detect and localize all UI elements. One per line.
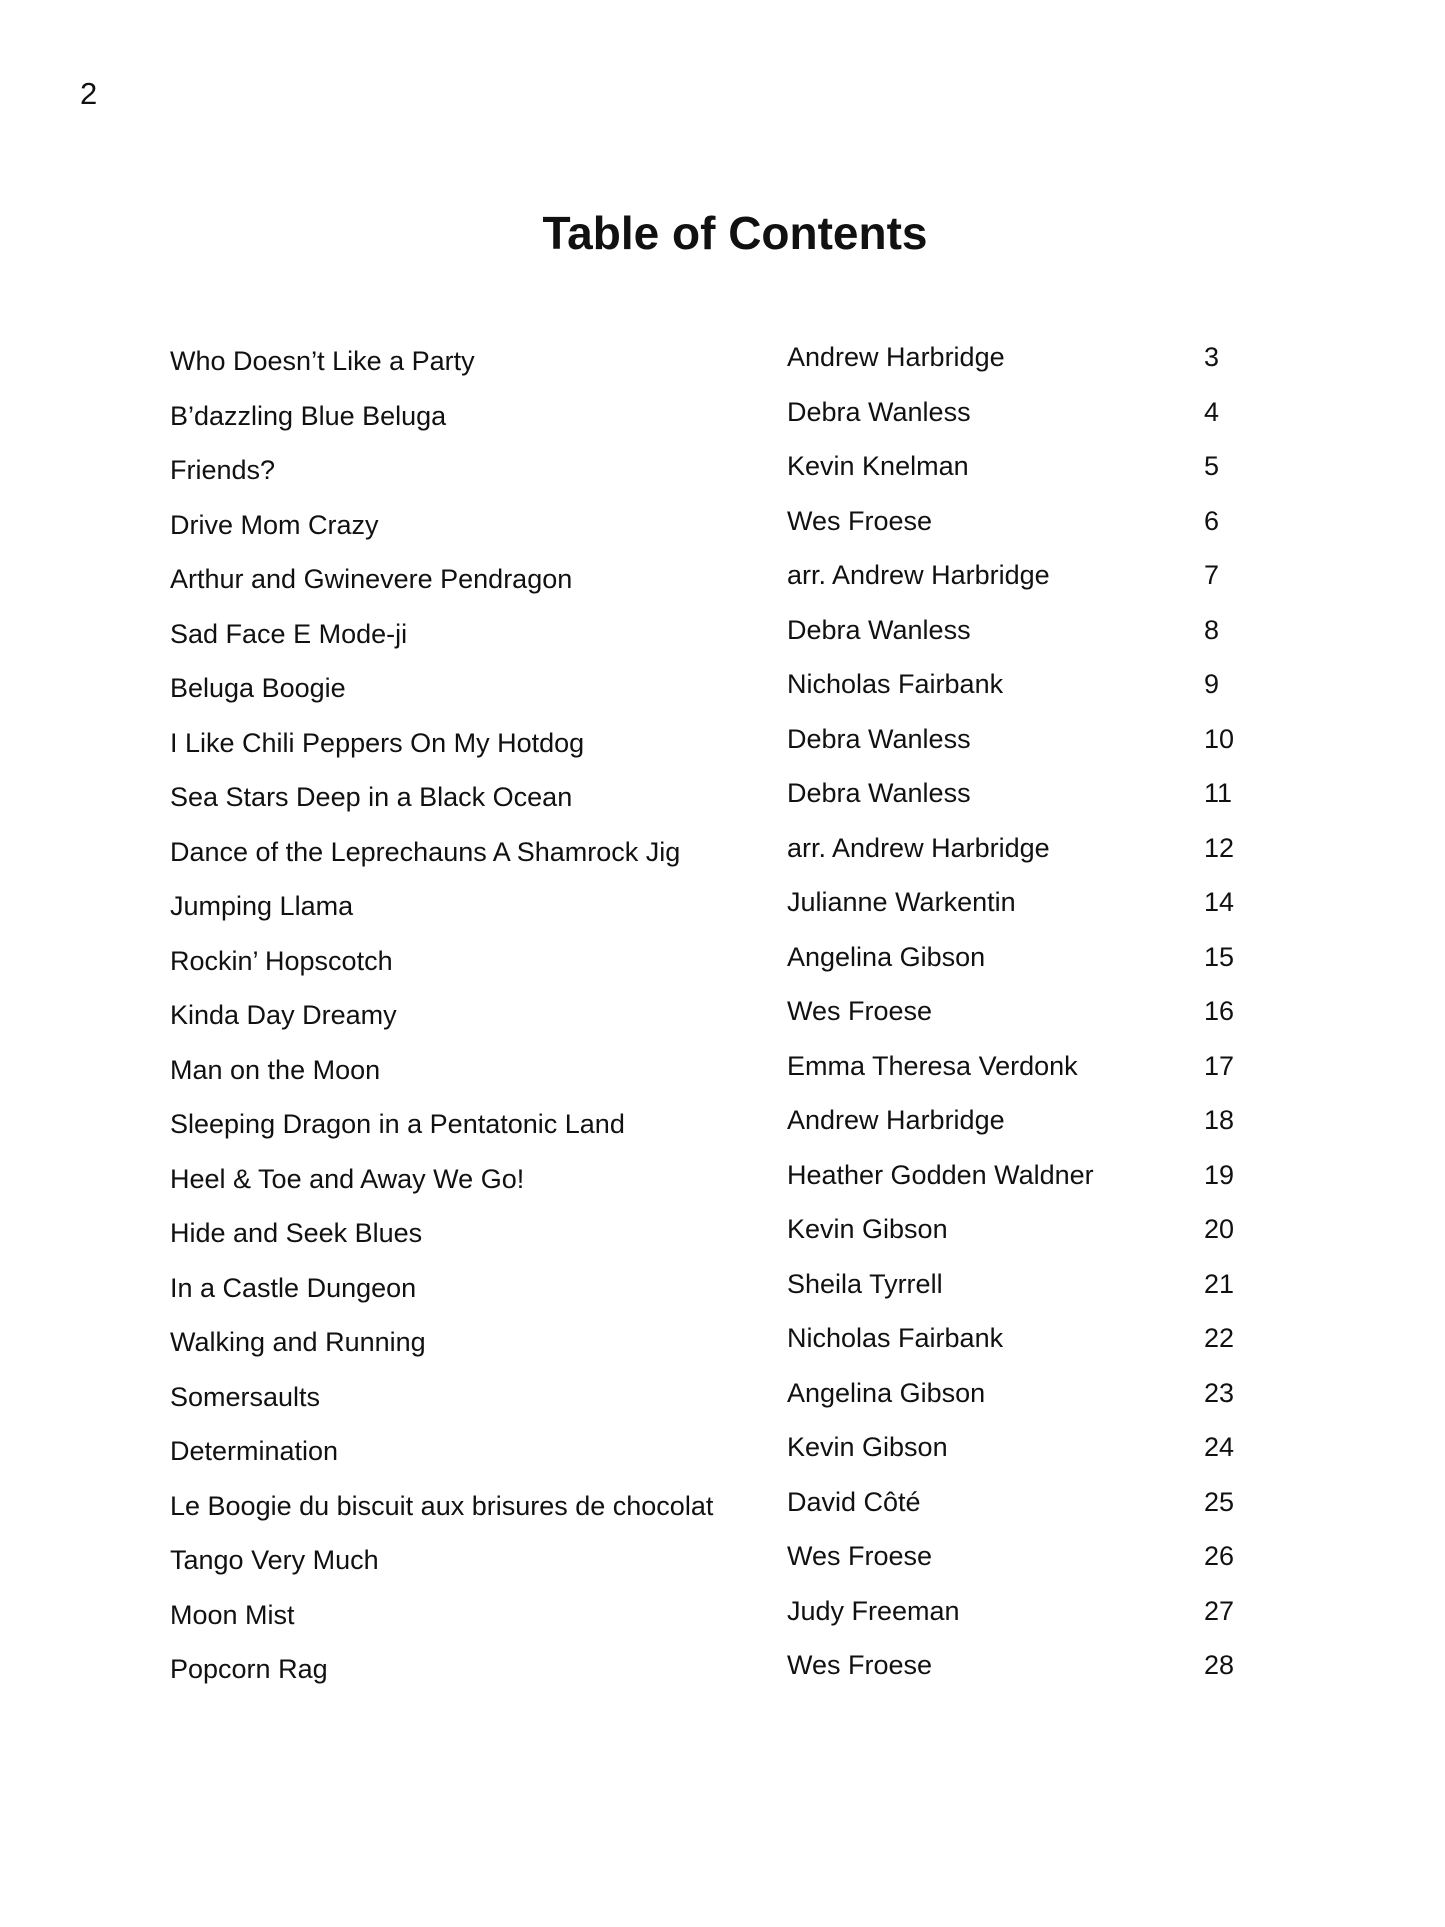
toc-entry-page-number: 7: [1204, 560, 1220, 590]
toc-entry-title: B’dazzling Blue Beluga: [170, 400, 447, 431]
toc-entry-title: Beluga Boogie: [170, 673, 346, 703]
toc-entry-composer: Nicholas Fairbank: [787, 1323, 1004, 1353]
toc-entry-page-number: 9: [1204, 669, 1220, 699]
toc-entry: [0, 1376, 1445, 1416]
toc-entry: [0, 776, 1445, 816]
toc-entry-title: Determination: [170, 1436, 339, 1466]
toc-entry: [0, 1103, 1445, 1143]
toc-entry-composer: Nicholas Fairbank: [787, 669, 1004, 699]
toc-entry-page-number: 12: [1204, 832, 1235, 863]
toc-entry: [0, 449, 1445, 489]
toc-entry-title: Sad Face E Mode-ji: [170, 618, 408, 649]
toc-entry-title: Hide and Seek Blues: [170, 1218, 423, 1248]
toc-entry: [0, 1049, 1445, 1089]
toc-entry-page-number: 16: [1204, 996, 1235, 1026]
toc-entry: [0, 1212, 1445, 1252]
toc-entry-title: Kinda Day Dreamy: [170, 1000, 397, 1030]
toc-entry-composer: Angelina Gibson: [787, 1377, 986, 1408]
toc-entry-page-number: 19: [1204, 1159, 1235, 1190]
toc-entry-page-number: 6: [1204, 505, 1220, 536]
toc-entry-page-number: 28: [1204, 1650, 1235, 1680]
toc-entry-title: Arthur and Gwinevere Pendragon: [170, 564, 573, 594]
toc-entry-title: Friends?: [170, 455, 276, 485]
toc-entry-title: Jumping Llama: [170, 891, 354, 921]
toc-entry-title: Drive Mom Crazy: [170, 509, 379, 540]
toc-entry: [0, 1267, 1445, 1307]
toc-entry-page-number: 17: [1204, 1050, 1235, 1081]
toc-entry-title: Le Boogie du biscuit aux brisures de chocolat: [170, 1490, 714, 1521]
toc-entry-composer: Debra Wanless: [787, 778, 971, 808]
toc-entry-page-number: 24: [1204, 1432, 1235, 1462]
toc-entry-composer: Debra Wanless: [787, 614, 971, 645]
toc-entry: [0, 340, 1445, 380]
toc-entry-page-number: 14: [1204, 887, 1235, 917]
toc-entry: [0, 1430, 1445, 1470]
toc-entry: [0, 1321, 1445, 1361]
toc-entry-title: Tango Very Much: [170, 1545, 379, 1575]
toc-entry-composer: arr. Andrew Harbridge: [787, 832, 1050, 863]
toc-entry-composer: Debra Wanless: [787, 396, 971, 427]
toc-entry: [0, 831, 1445, 871]
toc-entry-composer: Heather Godden Waldner: [787, 1159, 1094, 1190]
toc-entry: [0, 1648, 1445, 1688]
toc-entry-composer: Emma Theresa Verdonk: [787, 1050, 1078, 1081]
toc-entry-composer: Debra Wanless: [787, 723, 971, 754]
toc-entry-page-number: 27: [1204, 1595, 1235, 1626]
toc-entry-composer: Wes Froese: [787, 1541, 933, 1571]
toc-entry: [0, 1158, 1445, 1198]
toc-entry-page-number: 18: [1204, 1105, 1235, 1135]
toc-entry-composer: Kevin Gibson: [787, 1432, 948, 1462]
toc-entry: [0, 613, 1445, 653]
toc-entry-page-number: 11: [1204, 778, 1233, 808]
toc-entry: [0, 667, 1445, 707]
toc-entry-page-number: 20: [1204, 1214, 1235, 1244]
toc-entry: [0, 1539, 1445, 1579]
toc-entry: [0, 504, 1445, 544]
toc-entry-title: In a Castle Dungeon: [170, 1272, 417, 1303]
toc-entry-title: Sea Stars Deep in a Black Ocean: [170, 782, 573, 812]
toc-entry-title: Moon Mist: [170, 1599, 295, 1630]
toc-entry-composer: Sheila Tyrrell: [787, 1268, 943, 1299]
page-number: 2: [80, 76, 98, 111]
toc-entry-title: Somersaults: [170, 1381, 321, 1412]
toc-entry-composer: Angelina Gibson: [787, 941, 986, 972]
toc-entry-title: Man on the Moon: [170, 1054, 381, 1085]
toc-entry-page-number: 15: [1204, 941, 1235, 972]
toc-entry-title: Who Doesn’t Like a Party: [170, 346, 475, 376]
toc-entry-page-number: 8: [1204, 614, 1220, 645]
toc-entry-title: I Like Chili Peppers On My Hotdog: [170, 727, 585, 758]
toc-entry-page-number: 21: [1204, 1268, 1235, 1299]
toc-entry: [0, 395, 1445, 435]
toc-entry-composer: Kevin Knelman: [787, 451, 969, 481]
toc-entry-page-number: 25: [1204, 1486, 1235, 1517]
toc-entry: [0, 994, 1445, 1034]
toc-entry-page-number: 23: [1204, 1377, 1235, 1408]
toc-entry: [0, 1594, 1445, 1634]
toc-entry-composer: David Côté: [787, 1486, 921, 1517]
page-title: Table of Contents: [542, 207, 928, 259]
toc-entry-title: Rockin’ Hopscotch: [170, 945, 393, 976]
toc-entry: [0, 1485, 1445, 1525]
toc-entry-page-number: 22: [1204, 1323, 1235, 1353]
toc-entry: [0, 940, 1445, 980]
toc-entry-composer: Andrew Harbridge: [787, 342, 1005, 372]
toc-entry-title: Walking and Running: [170, 1327, 426, 1357]
toc-entry-page-number: 5: [1204, 451, 1220, 481]
toc-entry-composer: Kevin Gibson: [787, 1214, 948, 1244]
toc-entry: [0, 558, 1445, 598]
toc-entry-title: Popcorn Rag: [170, 1654, 328, 1684]
toc-entry-composer: Wes Froese: [787, 505, 933, 536]
toc-entry-composer: Judy Freeman: [787, 1595, 960, 1626]
toc-entry: [0, 722, 1445, 762]
toc-entry-page-number: 3: [1204, 342, 1220, 372]
toc-entry-title: Dance of the Leprechauns A Shamrock Jig: [170, 836, 681, 867]
toc-entry-title: Sleeping Dragon in a Pentatonic Land: [170, 1109, 625, 1139]
toc-entry-composer: Wes Froese: [787, 1650, 933, 1680]
toc-entry-page-number: 4: [1204, 396, 1220, 427]
toc-entry-title: Heel & Toe and Away We Go!: [170, 1163, 525, 1194]
toc-entry-composer: Wes Froese: [787, 996, 933, 1026]
toc-entry: [0, 885, 1445, 925]
toc-entry-page-number: 26: [1204, 1541, 1235, 1571]
toc-entry-page-number: 10: [1204, 723, 1235, 754]
toc-entry-composer: Andrew Harbridge: [787, 1105, 1005, 1135]
toc-entry-composer: Julianne Warkentin: [787, 887, 1016, 917]
toc-entry-composer: arr. Andrew Harbridge: [787, 560, 1050, 590]
